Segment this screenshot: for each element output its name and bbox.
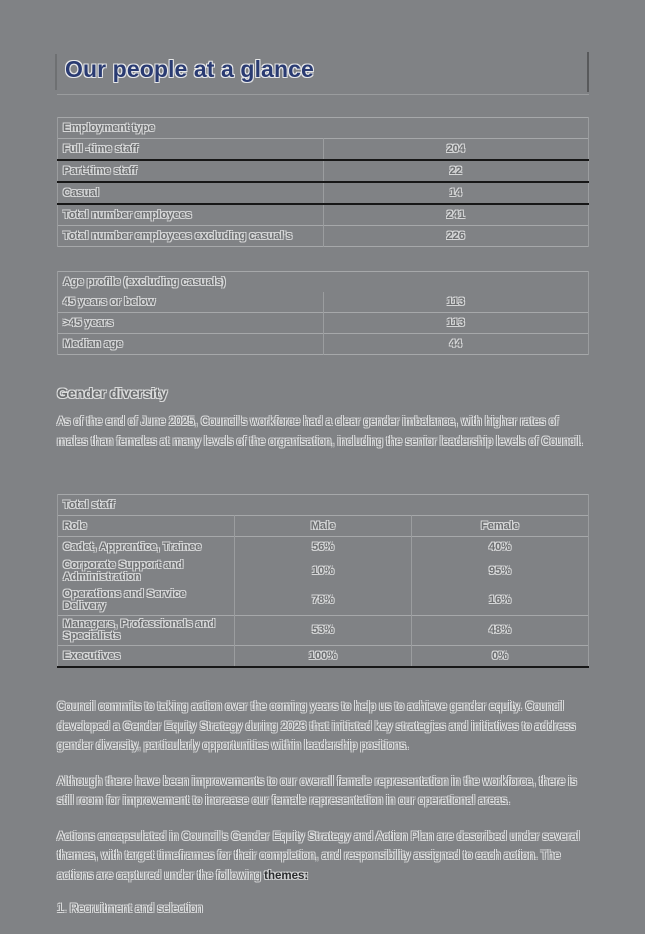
column-header-role: Role bbox=[58, 516, 235, 537]
row-value: 22 bbox=[323, 160, 589, 182]
row-label: Median age bbox=[58, 334, 324, 355]
table-header-row bbox=[58, 495, 589, 516]
page-header bbox=[57, 52, 589, 95]
row-value-female: 48% bbox=[412, 616, 589, 646]
age-profile-table bbox=[57, 271, 589, 355]
age-table-title: Age profile (excluding casuals) bbox=[58, 272, 589, 293]
row-value: 113 bbox=[323, 313, 589, 334]
row-label: Operations and Service Delivery bbox=[58, 586, 235, 616]
staff-table-title: Total staff bbox=[58, 495, 589, 516]
paragraph-female-representation: Although there have been improvements to our overall female representation in the workforce, there is still room for improvement to increase our female representation in our operational areas. bbox=[57, 775, 577, 807]
row-value: 14 bbox=[323, 182, 589, 204]
table-row bbox=[58, 292, 589, 313]
employment-type-table bbox=[57, 117, 589, 247]
row-value: 226 bbox=[323, 226, 589, 247]
page-title: Our people at a glance bbox=[65, 56, 314, 82]
row-value-male: 56% bbox=[235, 537, 412, 558]
row-label: 45 years or below bbox=[58, 292, 324, 313]
row-value-female: 0% bbox=[412, 646, 589, 668]
row-label: Executives bbox=[58, 646, 235, 668]
row-value-female: 40% bbox=[412, 537, 589, 558]
row-label: Casual bbox=[58, 182, 324, 204]
paragraph-themes-emphasis: themes: bbox=[264, 869, 309, 882]
row-value-male: 78% bbox=[235, 586, 412, 616]
spacer bbox=[57, 247, 589, 271]
table-row bbox=[58, 139, 589, 161]
employment-table-title: Employment type bbox=[58, 118, 589, 139]
table-row bbox=[58, 313, 589, 334]
row-value-male: 100% bbox=[235, 646, 412, 668]
row-value-female: 16% bbox=[412, 586, 589, 616]
row-label: Cadet, Apprentice, Trainee bbox=[58, 537, 235, 558]
table-header-row bbox=[58, 272, 589, 293]
row-value: 241 bbox=[323, 204, 589, 226]
row-value-female: 95% bbox=[412, 557, 589, 586]
paragraph-action-plan-lead: Actions encapsulated in Council's Gender Equity Strategy and Action Plan are described under several themes, with target timeframes for their completion, and responsibility assigned to each action. The actions are captured under the following bbox=[57, 830, 580, 882]
section-heading-gender-diversity: Gender diversity bbox=[57, 385, 168, 401]
spacer bbox=[57, 355, 589, 385]
table-row bbox=[58, 586, 589, 616]
row-value-male: 10% bbox=[235, 557, 412, 586]
row-label: Total number employees bbox=[58, 204, 324, 226]
table-row bbox=[58, 537, 589, 558]
row-label: Part-time staff bbox=[58, 160, 324, 182]
row-label: Total number employees excluding casual's bbox=[58, 226, 324, 247]
table-row bbox=[58, 557, 589, 586]
total-staff-table bbox=[57, 494, 589, 668]
paragraph-action-plan-themes bbox=[57, 828, 589, 887]
table-row bbox=[58, 160, 589, 182]
row-value: 204 bbox=[323, 139, 589, 161]
row-value-male: 53% bbox=[235, 616, 412, 646]
row-value: 44 bbox=[323, 334, 589, 355]
row-label: >45 years bbox=[58, 313, 324, 334]
table-row bbox=[58, 616, 589, 646]
table-row bbox=[58, 226, 589, 247]
table-header-row bbox=[58, 118, 589, 139]
spacer bbox=[57, 468, 589, 494]
table-row bbox=[58, 646, 589, 668]
paragraph-gender-equity-commitment: Council commits to taking action over the coming years to help us to achieve gender equity. Council developed a Gender Equity Strategy during 2023 that initiated key strategies and initiatives to address gender diversity, particularly opportunities within leadership positions. bbox=[57, 701, 576, 752]
table-row bbox=[58, 334, 589, 355]
table-column-header-row bbox=[58, 516, 589, 537]
row-label: Managers, Professionals and Specialists bbox=[58, 616, 235, 646]
row-value: 113 bbox=[323, 292, 589, 313]
gender-diversity-intro-paragraph: As of the end of June 2025, Council's workforce had a clear gender imbalance, with higher rates of males than females at many levels of the organisation, including the senior leadership levels of Council. bbox=[57, 416, 584, 448]
page-content bbox=[57, 52, 589, 919]
row-label: Full -time staff bbox=[58, 139, 324, 161]
spacer bbox=[57, 668, 589, 698]
row-label: Corporate Support and Administration bbox=[58, 557, 235, 586]
table-row bbox=[58, 204, 589, 226]
column-header-female: Female bbox=[412, 516, 589, 537]
column-header-male: Male bbox=[235, 516, 412, 537]
list-item: 1. Recruitment and selection bbox=[57, 903, 203, 915]
table-row bbox=[58, 182, 589, 204]
